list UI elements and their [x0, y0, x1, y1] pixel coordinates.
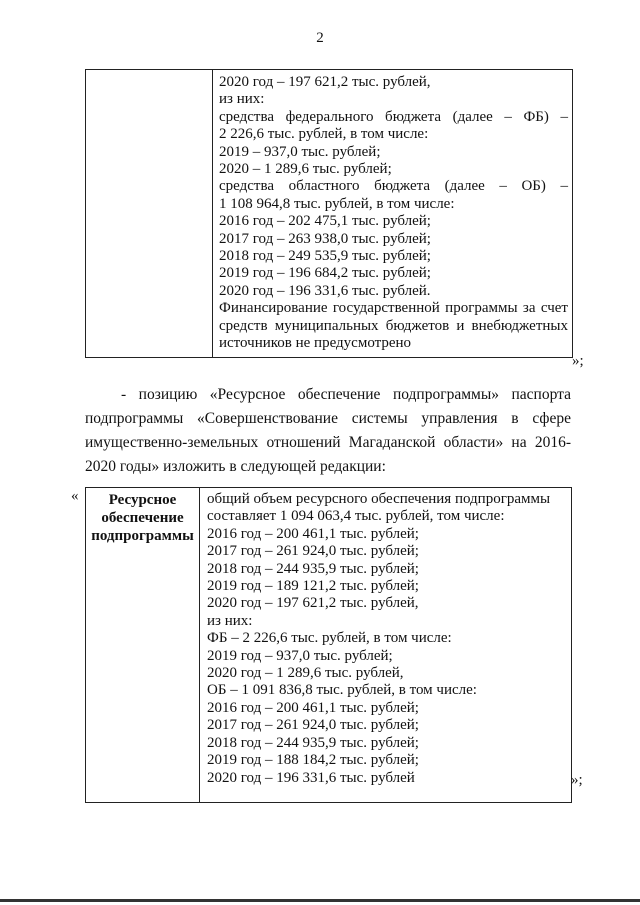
table2-line: 2017 год – 261 924,0 тыс. рублей; [207, 543, 419, 560]
table1-line: источников не предусмотрено [219, 335, 412, 352]
table2-line: 2017 год – 261 924,0 тыс. рублей; [207, 717, 419, 734]
paragraph-line: 2020 годы» изложить в следующей редакции: [85, 458, 386, 475]
table2-line: 2016 год – 200 461,1 тыс. рублей; [207, 525, 419, 542]
table2-content-cell [200, 488, 572, 803]
table2-line: общий объем ресурсного обеспечения подпрограммы [207, 491, 551, 507]
table1-line: 2018 год – 249 535,9 тыс. рублей; [219, 248, 431, 265]
table2-line: 2020 год – 1 289,6 тыс. рублей, [207, 665, 404, 682]
table2-header-cell [86, 488, 200, 803]
amendment-paragraph [85, 383, 571, 479]
scan-bottom-edge [0, 899, 640, 902]
table1-line: 2020 год – 197 621,2 тыс. рублей, [219, 74, 431, 90]
table1-line: средств муниципальных бюджетов и внебюджетных [219, 317, 568, 334]
table1-line: 2016 год – 202 475,1 тыс. рублей; [219, 213, 431, 230]
resource-provision-table [85, 487, 572, 803]
table1-line: 2017 год – 263 938,0 тыс. рублей; [219, 230, 431, 247]
table2-line: из них: [207, 612, 253, 629]
table1-line: 2 226,6 тыс. рублей, в том числе: [219, 126, 429, 143]
table1-line: 2020 год – 196 331,6 тыс. рублей. [219, 282, 431, 299]
table1-line: средства федерального бюджета (далее – ФБ) – [219, 108, 568, 125]
table2-line: 2020 год – 197 621,2 тыс. рублей, [207, 595, 419, 612]
table2-close-quote: »; [571, 772, 583, 788]
table1-line: Финансирование государственной программы за счет [219, 300, 568, 317]
table1-line: 1 108 964,8 тыс. рублей, в том числе: [219, 195, 455, 212]
table2-header-line: обеспечение [101, 510, 184, 526]
table2-line: 2018 год – 244 935,9 тыс. рублей; [207, 734, 419, 751]
table2-header-line: подпрограммы [91, 528, 194, 544]
table1-line: 2019 – 937,0 тыс. рублей; [219, 143, 381, 160]
table2-line: 2018 год – 244 935,9 тыс. рублей; [207, 560, 419, 577]
paragraph-line: - позицию «Ресурсное обеспечение подпрограммы» паспорта [121, 386, 571, 403]
table1-line: из них: [219, 91, 265, 108]
table1-line: средства областного бюджета (далее – ОБ) – [219, 178, 568, 195]
paragraph-line: имущественно-земельных отношений Магаданской области» на 2016- [85, 434, 571, 451]
table2-line: 2019 год – 937,0 тыс. рублей; [207, 647, 393, 664]
table1-empty-cell [86, 70, 213, 358]
page-number: 2 [316, 30, 324, 46]
table2-line: ОБ – 1 091 836,8 тыс. рублей, в том числе: [207, 682, 477, 699]
table1-line: 2019 год – 196 684,2 тыс. рублей; [219, 265, 431, 282]
table2-open-quote: « [71, 488, 79, 504]
table2-header-line: Ресурсное [108, 492, 177, 508]
table1-content-cell [213, 70, 573, 358]
table2-line: 2019 год – 189 121,2 тыс. рублей; [207, 578, 419, 595]
funding-table-continued [85, 69, 573, 358]
table1-close-quote: »; [572, 353, 584, 369]
table2-line: составляет 1 094 063,4 тыс. рублей, том числе: [207, 508, 505, 525]
table2-line: ФБ – 2 226,6 тыс. рублей, в том числе: [207, 630, 452, 647]
table2-line: 2016 год – 200 461,1 тыс. рублей; [207, 699, 419, 716]
table2-line: 2020 год – 196 331,6 тыс. рублей [207, 769, 415, 786]
table2-line: 2019 год – 188 184,2 тыс. рублей; [207, 752, 419, 769]
paragraph-line: подпрограммы «Совершенствование системы управления в сфере [85, 410, 571, 427]
table1-line: 2020 – 1 289,6 тыс. рублей; [219, 161, 392, 178]
